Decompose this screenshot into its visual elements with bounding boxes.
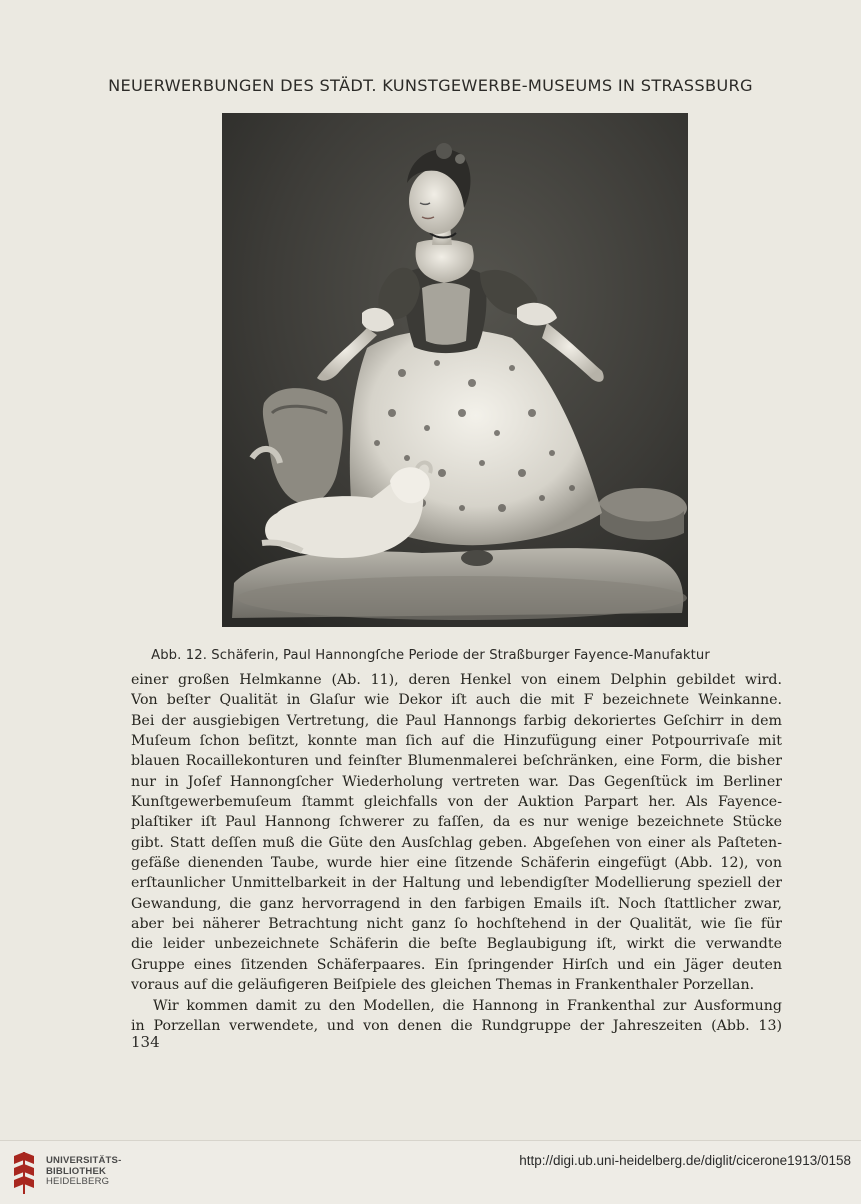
body-text <box>131 670 782 1036</box>
text-line: Gewandung, die ganz hervorragend in den farbigen Emails iſt. Noch ſtattlicher zwar, <box>131 895 782 912</box>
text-line: Gruppe eines ſitzenden Schäferpaares. Ein ſpringender Hirſch und ein Jäger deuten <box>131 956 782 973</box>
figure-caption: Abb. 12. Schäferin, Paul Hannongſche Periode der Straßburger Fayence-Manufaktur <box>151 648 710 663</box>
text-line: aber bei näherer Betrachtung nicht ganz ſo hochſtehend in der Qualität, wie ſie für <box>131 916 782 933</box>
text-line: die leider unbezeichnete Schäferin die beſte Beglaubigung iſt, wirkt die verwandte <box>131 936 782 953</box>
text-line: erſtaunlicher Unmittelbarkeit in der Haltung und lebendigſter Modellierung speziell der <box>131 875 782 892</box>
text-line: nur in Joſef Hannongſcher Wiederholung vertreten war. Das Gegenſtück im Berliner <box>131 773 782 790</box>
library-name-line: BIBLIOTHEK <box>46 1165 107 1177</box>
text-line: gibt. Statt deſſen muß die Güte den Ausſchlag geben. Abgeſehen von einer als Paſteten- <box>131 834 782 851</box>
text-line: Wir kommen damit zu den Modellen, die Hannong in Frankenthal zur Ausformung <box>153 997 782 1014</box>
text-line: einer großen Helmkanne (Ab. 11), deren Henkel von einem Delphin gebildet wird. <box>131 672 782 688</box>
library-name <box>46 1156 121 1188</box>
text-line: gefäße dienenden Taube, wurde hier eine ſitzende Schäferin eingefügt (Abb. 12), von <box>131 855 782 872</box>
source-url-link[interactable]: http://digi.ub.uni-heidelberg.de/diglit/cicerone1913/0158 <box>519 1153 851 1168</box>
library-name-line: HEIDELBERG <box>46 1176 110 1187</box>
university-library-logo-icon <box>10 1150 38 1196</box>
running-head: NEUERWERBUNGEN DES STÄDT. KUNSTGEWERBE-MUSEUMS IN STRASSBURG <box>108 76 753 95</box>
page-number: 134 <box>131 1033 160 1051</box>
text-line: Von beſter Qualität in Glaſur wie Dekor iſt auch die mit F bezeichnete Weinkanne. <box>131 692 782 709</box>
text-line: plaſtiker iſt Paul Hannong ſchwerer zu faſſen, da es nur wenige bezeichnete Stücke <box>131 814 782 831</box>
text-line: Muſeum ſchon beſitzt, konnte man ſich auf die Hinzufügung einer Potpourrivaſe mit <box>131 733 782 750</box>
library-name-line: UNIVERSITÄTS- <box>46 1155 122 1166</box>
shepherdess-figurine-image <box>222 113 688 627</box>
figure-photograph-shepherdess <box>222 113 688 627</box>
text-line: in Porzellan verwendete, und von denen die Rundgruppe der Jahreszeiten (Abb. 13) <box>131 1017 782 1034</box>
footer-bar <box>0 1140 861 1204</box>
text-line: blauen Rocaillekonturen und feinſter Blumenmalerei beſchränken, eine Form, die bisher <box>131 753 782 770</box>
text-line: Bei der ausgiebigen Vertretung, die Paul Hannongs farbig dekoriertes Geſchirr in dem <box>131 712 782 729</box>
text-line: voraus auf die geläufigeren Beiſpiele des gleichen Themas in Frankenthaler Porzellan. <box>131 977 755 994</box>
text-line: Kunſtgewerbemuſeum ſtammt gleichfalls von der Auktion Parpart her. Als Fayence- <box>131 794 782 811</box>
